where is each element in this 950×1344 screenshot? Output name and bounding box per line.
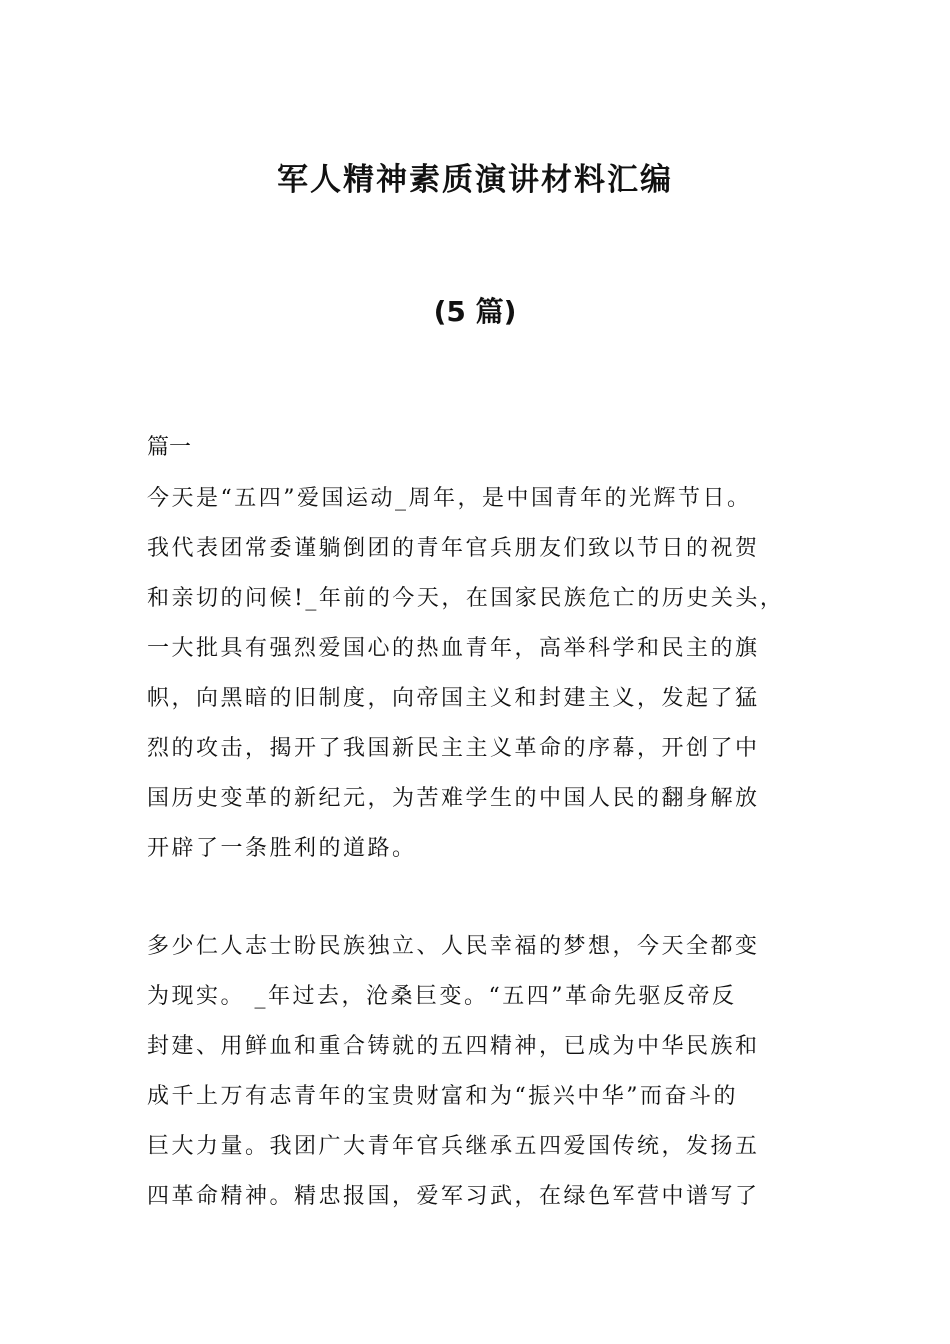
text-line: 为现实。 _年过去，沧桑巨变。“五四”革命先驱反帝反 — [147, 984, 737, 1009]
text-line: 巨大力量。我团广大青年官兵继承五四爱国传统，发扬五 — [147, 1134, 760, 1159]
text-line: 和亲切的问候!_年前的今天，在国家民族危亡的历史关头， — [147, 586, 785, 611]
document-title: 军人精神素质演讲材料汇编 — [277, 162, 673, 198]
text-line: 国历史变革的新纪元，为苦难学生的中国人民的翻身解放 — [147, 786, 760, 811]
text-line: 四革命精神。精忠报国，爱军习武，在绿色军营中谱写了 — [147, 1184, 760, 1209]
text-line: 一大批具有强烈爱国心的热血青年，高举科学和民主的旗 — [147, 636, 760, 661]
text-line: 开辟了一条胜利的道路。 — [147, 836, 417, 861]
text-line: 多少仁人志士盼民族独立、人民幸福的梦想，今天全都变 — [147, 934, 760, 959]
text-line: 成千上万有志青年的宝贵财富和为“振兴中华”而奋斗的 — [147, 1084, 738, 1109]
paragraph-2 — [147, 922, 827, 1222]
text-line: 烈的攻击，揭开了我国新民主主义革命的序幕，开创了中 — [147, 736, 760, 761]
document-subtitle: (5 篇) — [433, 295, 517, 328]
text-line: 今天是“五四”爱国运动_周年，是中国青年的光辉节日。 — [147, 486, 752, 511]
text-line: 帜，向黑暗的旧制度，向帝国主义和封建主义，发起了猛 — [147, 686, 760, 711]
text-line: 我代表团常委谨躺倒团的青年官兵朋友们致以节日的祝贺 — [147, 536, 760, 561]
paragraph-1 — [147, 474, 827, 874]
section-heading: 篇一 — [147, 435, 192, 460]
text-line: 封建、用鲜血和重合铸就的五四精神，已成为中华民族和 — [147, 1034, 760, 1059]
